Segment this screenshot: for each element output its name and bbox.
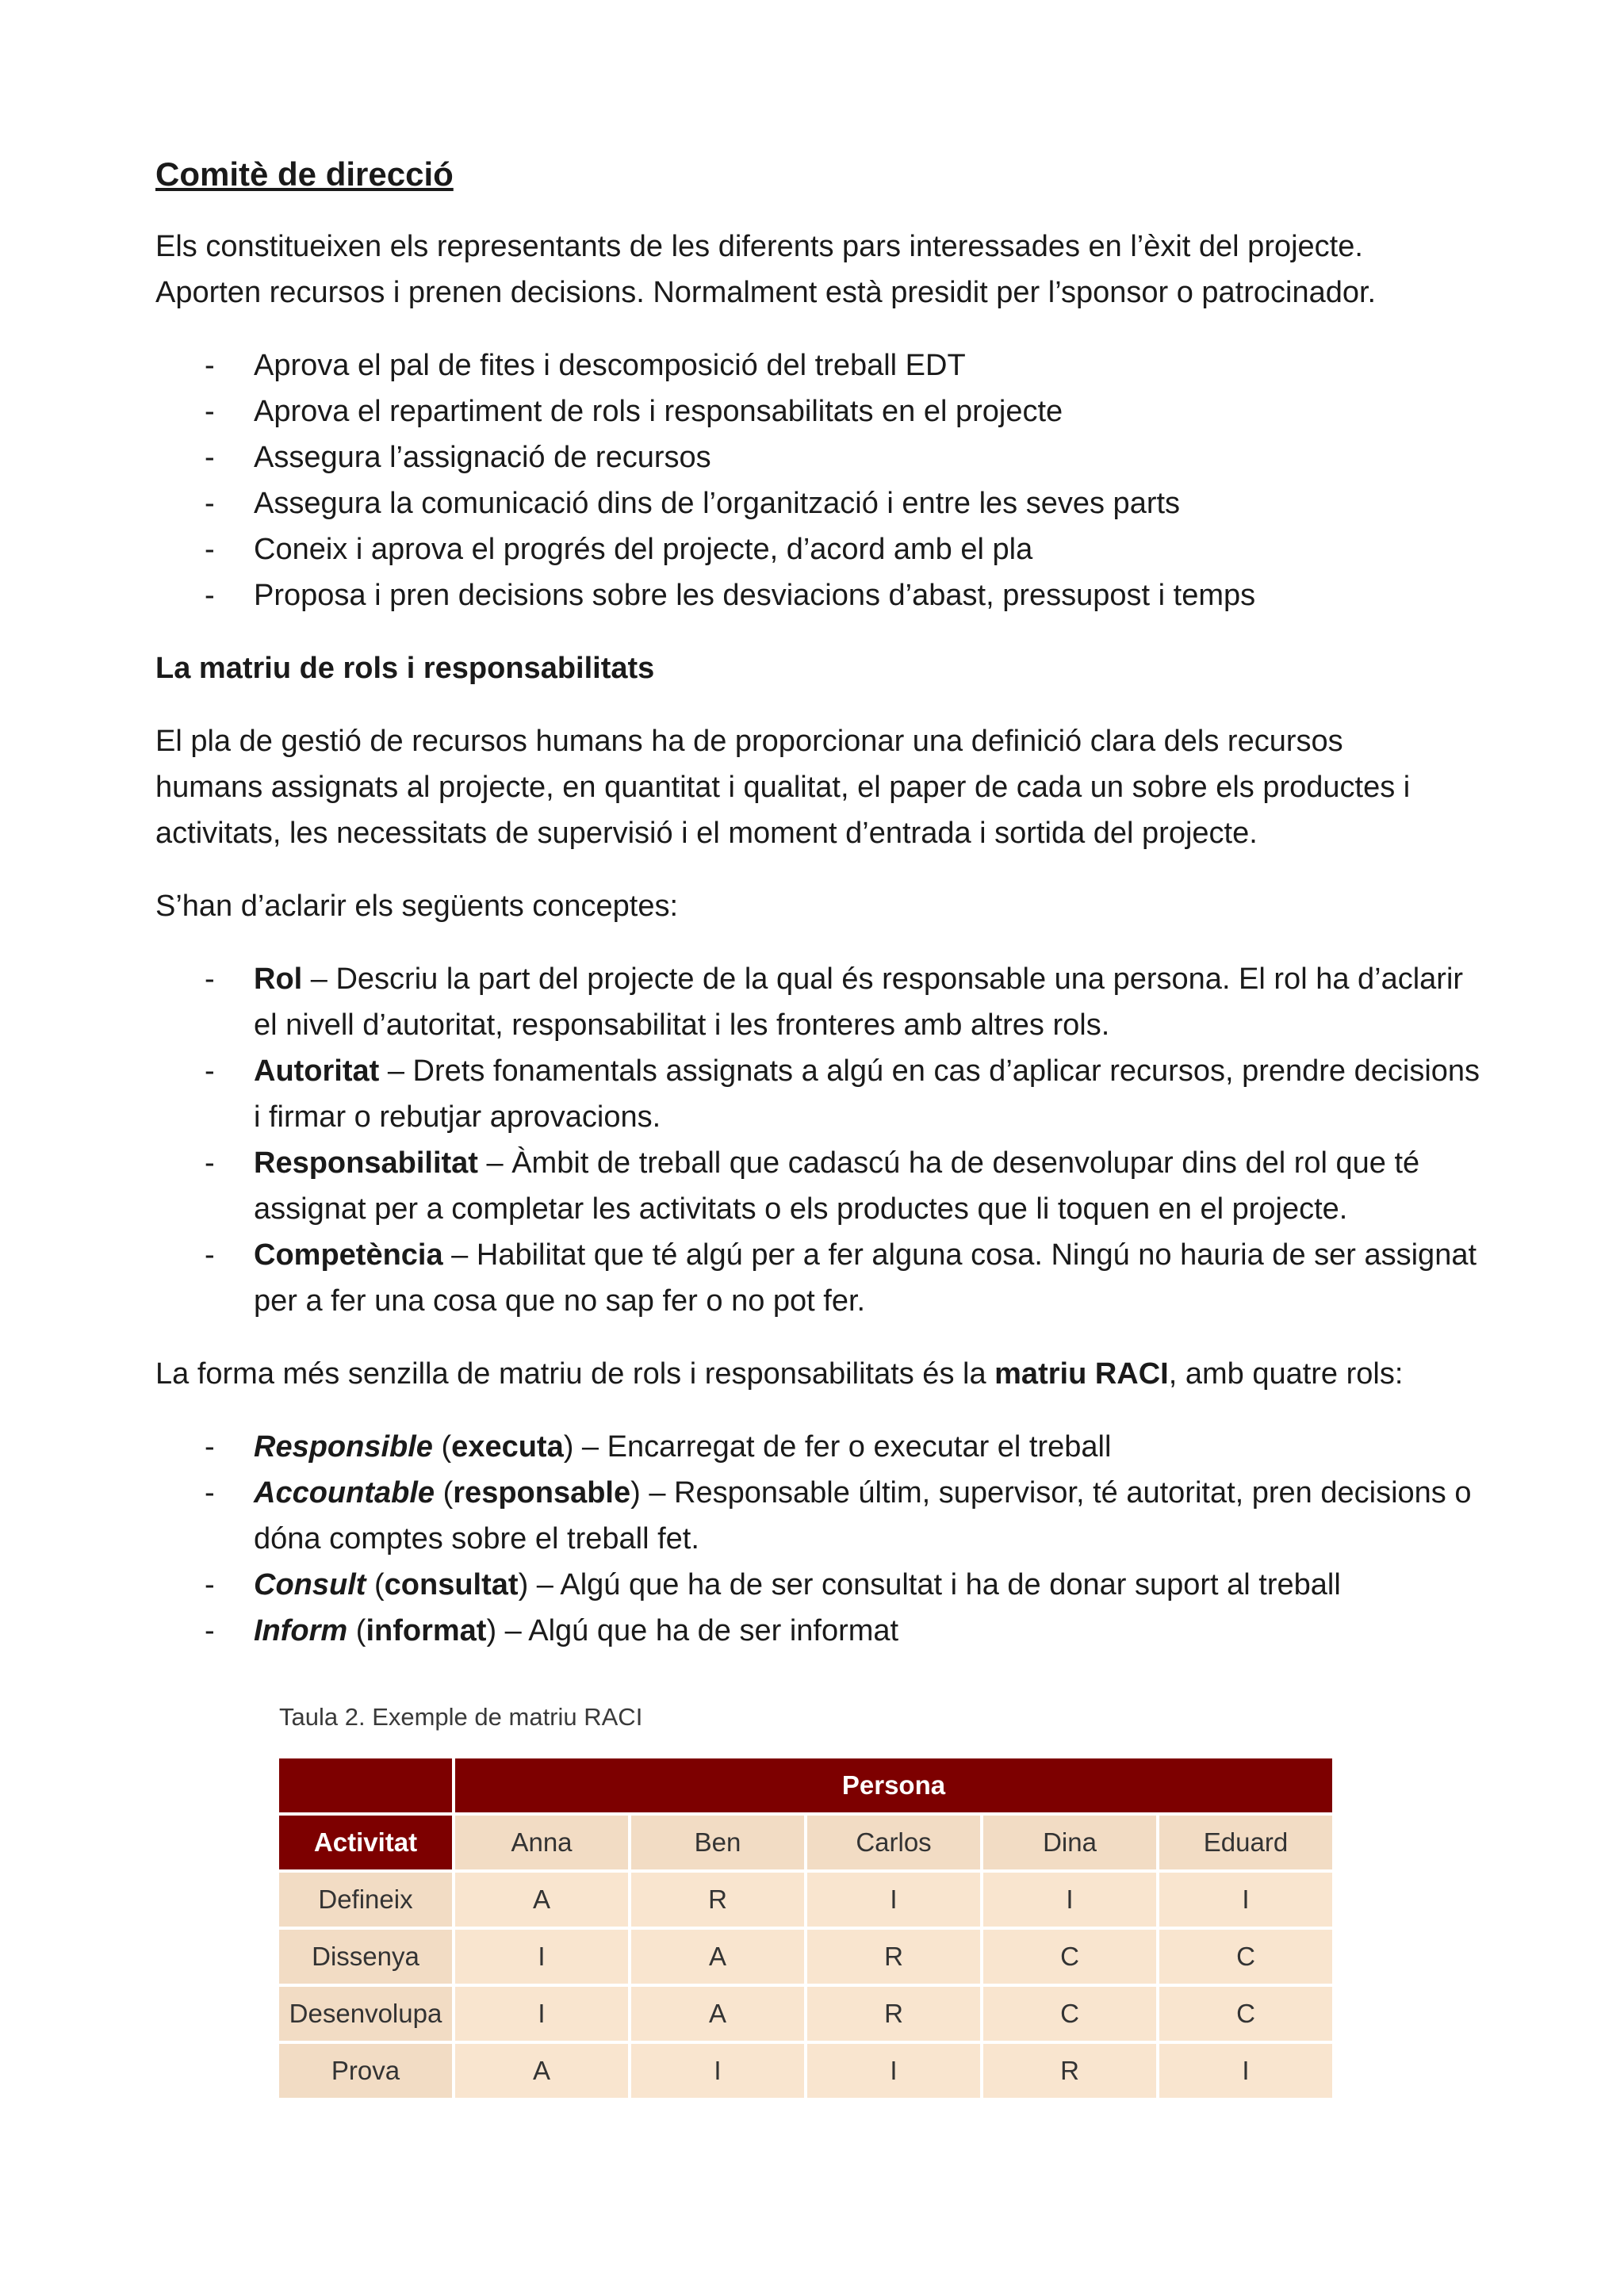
role-catalan: executa — [451, 1430, 564, 1464]
dash-marker: - — [205, 1054, 215, 1088]
concept-term: Competència — [254, 1238, 443, 1272]
raci-cell: I — [455, 1930, 628, 1984]
person-header: Ben — [631, 1816, 804, 1869]
activity-cell: Defineix — [279, 1873, 452, 1927]
concept-term: Rol — [254, 962, 303, 996]
raci-cell: R — [631, 1873, 804, 1927]
concept-text: – Drets fonamentals assignats a algú en cas d’aplicar recursos, prendre decisions i firmar o rebutjar aprovacions. — [254, 1054, 1480, 1134]
role-description: – Responsable últim, supervisor, té autoritat, pren decisions o dóna comptes sobre el treball fet. — [254, 1476, 1472, 1556]
subsection-heading: La matriu de rols i responsabilitats — [155, 652, 655, 685]
role-english: Responsible — [254, 1430, 433, 1464]
concepts-list — [155, 956, 1488, 1324]
dash-marker: - — [205, 1614, 215, 1647]
dash-marker: - — [205, 1476, 215, 1510]
list-item: - Assegura la comunicació dins de l’organització i entre les seves parts — [155, 480, 1488, 526]
concepts-intro: S’han d’aclarir els següents conceptes: — [155, 890, 679, 923]
role-catalan: informat — [366, 1614, 487, 1647]
section-heading: Comitè de direcció — [155, 155, 454, 193]
raci-cell: I — [1159, 2044, 1332, 2098]
raci-table-figure — [279, 1701, 1339, 2101]
role-english: Accountable — [254, 1476, 435, 1510]
raci-cell: I — [807, 1873, 980, 1927]
raci-cell: A — [631, 1987, 804, 2041]
raci-cell: R — [983, 2044, 1156, 2098]
list-item: - Aprova el pal de fites i descomposició del treball EDT — [155, 342, 1488, 388]
table-row — [279, 1873, 1332, 1927]
dash-marker: - — [205, 1238, 215, 1272]
raci-table — [276, 1755, 1335, 2101]
raci-cell: A — [631, 1930, 804, 1984]
concept-term: Responsabilitat — [254, 1146, 478, 1180]
concept-item — [155, 1140, 1488, 1232]
dash-marker: - — [205, 1146, 215, 1180]
list-item: - Assegura l’assignació de recursos — [155, 434, 1488, 480]
raci-intro: La forma més senzilla de matriu de rols i responsabilitats és la matriu RACI, amb quatre rols: — [155, 1357, 1404, 1391]
person-header: Dina — [983, 1816, 1156, 1869]
table-header-row — [279, 1758, 1332, 1812]
role-description: – Algú que ha de ser consultat i ha de donar suport al treball — [528, 1568, 1341, 1601]
dash-marker: - — [205, 441, 215, 474]
table-header-row — [279, 1816, 1332, 1869]
role-english: Consult — [254, 1568, 366, 1601]
raci-cell: I — [983, 1873, 1156, 1927]
document-body — [155, 151, 1488, 1681]
table-row — [279, 1930, 1332, 1984]
committee-list — [155, 342, 1488, 618]
plan-paragraph: El pla de gestió de recursos humans ha de proporcionar una definició clara dels recursos humans assignats al projecte, en quantitat i qualitat, el paper de cada un sobre els productes i activitats, les necessitats de supervisió i el moment d’entrada i sortida del projecte. — [155, 725, 1411, 850]
raci-role-item: - Inform (informat) – Algú que ha de ser informat — [155, 1608, 1488, 1654]
activity-cell: Dissenya — [279, 1930, 452, 1984]
dash-marker: - — [205, 395, 215, 428]
raci-cell: I — [807, 2044, 980, 2098]
person-header: Carlos — [807, 1816, 980, 1869]
dash-marker: - — [205, 487, 215, 520]
dash-marker: - — [205, 962, 215, 996]
table-row — [279, 2044, 1332, 2098]
table-caption: Taula 2. Exemple de matriu RACI — [279, 1703, 643, 1731]
raci-role-item: - Accountable (responsable) – Responsable últim, supervisor, té autoritat, pren decisions o dóna comptes sobre el treball fet. — [155, 1470, 1488, 1562]
raci-cell: R — [807, 1987, 980, 2041]
raci-term: matriu RACI — [994, 1357, 1169, 1391]
role-catalan: responsable — [453, 1476, 631, 1510]
activity-cell: Desenvolupa — [279, 1987, 452, 2041]
raci-cell: C — [1159, 1930, 1332, 1984]
concept-text: – Àmbit de treball que cadascú ha de desenvolupar dins del rol que té assignat per a completar les activitats o els productes que li toquen en el projecte. — [254, 1146, 1420, 1226]
raci-cell: I — [631, 2044, 804, 2098]
role-catalan: consultat — [384, 1568, 519, 1601]
activity-header: Activitat — [279, 1816, 452, 1869]
raci-role-item: - Consult (consultat) – Algú que ha de ser consultat i ha de donar suport al treball — [155, 1562, 1488, 1608]
dash-marker: - — [205, 1430, 215, 1464]
list-item: - Aprova el repartiment de rols i responsabilitats en el projecte — [155, 388, 1488, 434]
raci-cell: R — [807, 1930, 980, 1984]
concept-term: Autoritat — [254, 1054, 380, 1088]
list-item: - Proposa i pren decisions sobre les desviacions d’abast, pressupost i temps — [155, 572, 1488, 618]
raci-cell: C — [983, 1987, 1156, 2041]
role-description: – Algú que ha de ser informat — [496, 1614, 899, 1647]
concept-item — [155, 1232, 1488, 1324]
dash-marker: - — [205, 1568, 215, 1601]
person-header: Eduard — [1159, 1816, 1332, 1869]
activity-cell: Prova — [279, 2044, 452, 2098]
table-row — [279, 1987, 1332, 2041]
raci-cell: A — [455, 1873, 628, 1927]
corner-cell — [279, 1758, 452, 1812]
concept-item — [155, 1048, 1488, 1140]
person-header: Anna — [455, 1816, 628, 1869]
raci-role-item: - Responsible (executa) – Encarregat de fer o executar el treball — [155, 1424, 1488, 1470]
role-description: – Encarregat de fer o executar el treball — [573, 1430, 1112, 1464]
intro-paragraph: Els constitueixen els representants de les diferents pars interessades en l’èxit del projecte. Aporten recursos i prenen decisions. Normalment està presidit per l’sponsor o patrocinador. — [155, 230, 1377, 309]
concept-text: – Habilitat que té algú per a fer alguna cosa. Ningú no hauria de ser assignat per a fer una cosa que no sap fer o no pot fer. — [254, 1238, 1477, 1318]
concept-item — [155, 956, 1488, 1048]
dash-marker: - — [205, 579, 215, 612]
raci-roles-list — [155, 1424, 1488, 1654]
raci-cell: A — [455, 2044, 628, 2098]
raci-cell: I — [455, 1987, 628, 2041]
role-english: Inform — [254, 1614, 348, 1647]
persona-header: Persona — [455, 1758, 1332, 1812]
raci-cell: I — [1159, 1873, 1332, 1927]
raci-cell: C — [983, 1930, 1156, 1984]
dash-marker: - — [205, 533, 215, 566]
concept-text: – Descriu la part del projecte de la qual és responsable una persona. El rol ha d’aclarir el nivell d’autoritat, responsabilitat i les fronteres amb altres rols. — [254, 962, 1464, 1042]
list-item: - Coneix i aprova el progrés del projecte, d’acord amb el pla — [155, 526, 1488, 572]
raci-cell: C — [1159, 1987, 1332, 2041]
dash-marker: - — [205, 349, 215, 382]
